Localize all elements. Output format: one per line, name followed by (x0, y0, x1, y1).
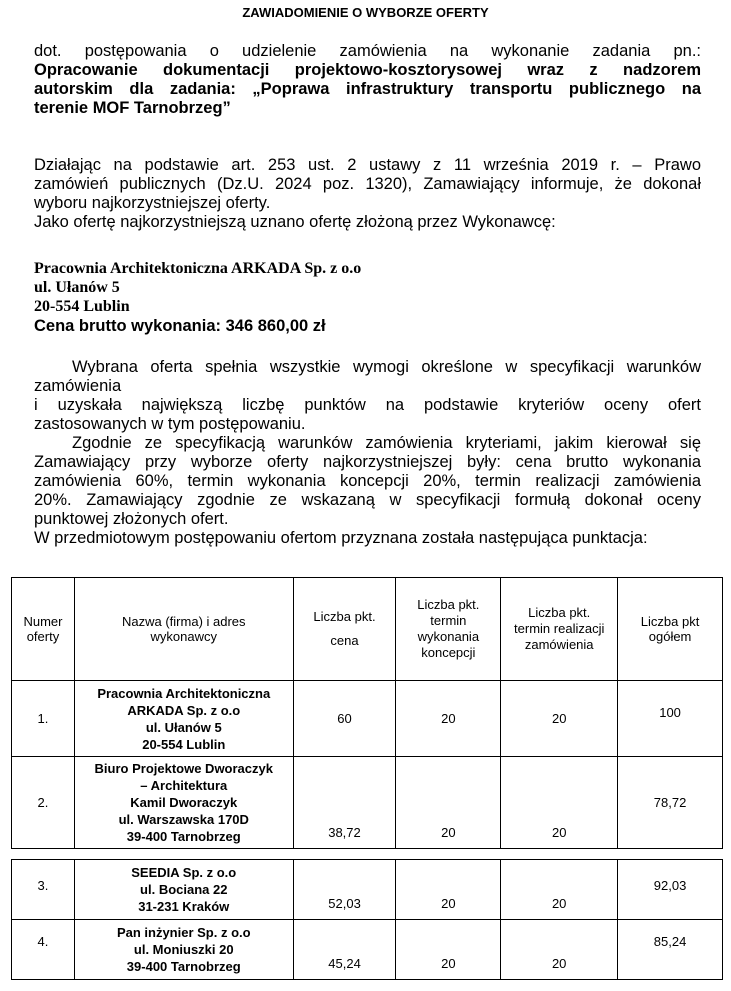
table-row (12, 681, 723, 757)
total-points: 92,03 (618, 860, 723, 920)
justification-line: 20%. Zamawiający zgodnie ze wskazaną w specyfikacji formułą dokonał oceny (34, 491, 701, 509)
justification-line: zastosowanych w tym postępowaniu. (34, 415, 306, 433)
total-points: 85,24 (618, 920, 723, 980)
justification-line: Zgodnie ze specyfikacją warunków zamówienia kryteriami, jakim kierował się (72, 434, 701, 452)
price-points: 60 (293, 681, 396, 757)
concept-points: 20 (396, 757, 501, 849)
scoring-table (11, 577, 723, 849)
justification-line: Wybrana oferta spełnia wszystkie wymogi określone w specyfikacji warunków (72, 358, 701, 376)
justification-section (34, 358, 701, 548)
concept-points: 20 (396, 920, 501, 980)
legal-line: zamówień publicznych (Dz.U. 2024 poz. 1320), Zamawiający informuje, że dokonał (34, 175, 701, 193)
justification-line: W przedmiotowym postępowaniu ofertom przyznana została następująca punktacja: (34, 529, 648, 547)
offer-number: 4. (12, 920, 75, 980)
header-concept-points: Liczba pkt. termin wykonania koncepcji (396, 578, 501, 681)
realization-points: 20 (501, 757, 618, 849)
legal-basis-section (34, 156, 701, 232)
project-title-line: terenie MOF Tarnobrzeg” (34, 99, 231, 117)
intro-section (34, 42, 701, 118)
winner-section (34, 259, 361, 336)
table-row (12, 920, 723, 980)
concept-points: 20 (396, 860, 501, 920)
winner-name: Pracownia Architektoniczna ARKADA Sp. z o.o (34, 260, 362, 277)
price-points: 38,72 (293, 757, 396, 849)
table-row (12, 757, 723, 849)
justification-line: i uzyskała największą liczbę punktów na podstawie kryteriów oceny ofert (34, 396, 701, 414)
legal-line: wyboru najkorzystniejszej oferty. (34, 194, 271, 212)
contractor-cell: Pracownia Architektoniczna ARKADA Sp. z o.o ul. Ułanów 5 20-554 Lublin (74, 681, 293, 757)
offer-number: 2. (12, 757, 75, 849)
justification-line: punktowej złożonych ofert. (34, 510, 229, 528)
justification-line: zamówienia 60%, termin wykonania koncepcji 20%, termin realizacji zamówienia (34, 472, 701, 490)
legal-line: Jako ofertę najkorzystniejszą uznano ofertę złożoną przez Wykonawcę: (34, 213, 556, 231)
table-header-row (12, 578, 723, 681)
concept-points: 20 (396, 681, 501, 757)
realization-points: 20 (501, 920, 618, 980)
scoring-table-continued (11, 859, 723, 980)
contractor-cell: Biuro Projektowe Dworaczyk – Architektura Kamil Dworaczyk ul. Warszawska 170D 39-400 Tarnobrzeg (74, 757, 293, 849)
intro-line: dot. postępowania o udzielenie zamówienia na wykonanie zadania pn.: (34, 42, 701, 60)
winner-street: ul. Ułanów 5 (34, 279, 120, 296)
total-points: 78,72 (618, 757, 723, 849)
justification-line: Zamawiający przy wyborze oferty najkorzystniejszej były: cena brutto wykonania (34, 453, 701, 471)
header-contractor: Nazwa (firma) i adres wykonawcy (74, 578, 293, 681)
header-price-points: Liczba pkt. cena (293, 578, 396, 681)
winner-price: Cena brutto wykonania: 346 860,00 zł (34, 317, 326, 335)
offer-number: 3. (12, 860, 75, 920)
legal-line: Działając na podstawie art. 253 ust. 2 ustawy z 11 września 2019 r. – Prawo (34, 156, 701, 174)
justification-line: zamówienia (34, 377, 122, 395)
offer-number: 1. (12, 681, 75, 757)
contractor-cell: Pan inżynier Sp. z o.o ul. Moniuszki 20 39-400 Tarnobrzeg (74, 920, 293, 980)
price-points: 52,03 (293, 860, 396, 920)
header-total-points: Liczba pkt ogółem (618, 578, 723, 681)
header-realization-points: Liczba pkt. termin realizacji zamówienia (501, 578, 618, 681)
price-points: 45,24 (293, 920, 396, 980)
realization-points: 20 (501, 860, 618, 920)
contractor-cell: SEEDIA Sp. z o.o ul. Bociana 22 31-231 Kraków (74, 860, 293, 920)
table-row (12, 860, 723, 920)
winner-city: 20-554 Lublin (34, 298, 130, 315)
project-title-line: Opracowanie dokumentacji projektowo-kosztorysowej wraz z nadzorem (34, 61, 701, 79)
project-title-line: autorskim dla zadania: „Poprawa infrastruktury transportu publicznego na (34, 80, 701, 98)
header-offer-number: Numer oferty (12, 578, 75, 681)
realization-points: 20 (501, 681, 618, 757)
document-title: ZAWIADOMIENIE O WYBORZE OFERTY (242, 5, 489, 20)
total-points: 100 (618, 681, 723, 757)
